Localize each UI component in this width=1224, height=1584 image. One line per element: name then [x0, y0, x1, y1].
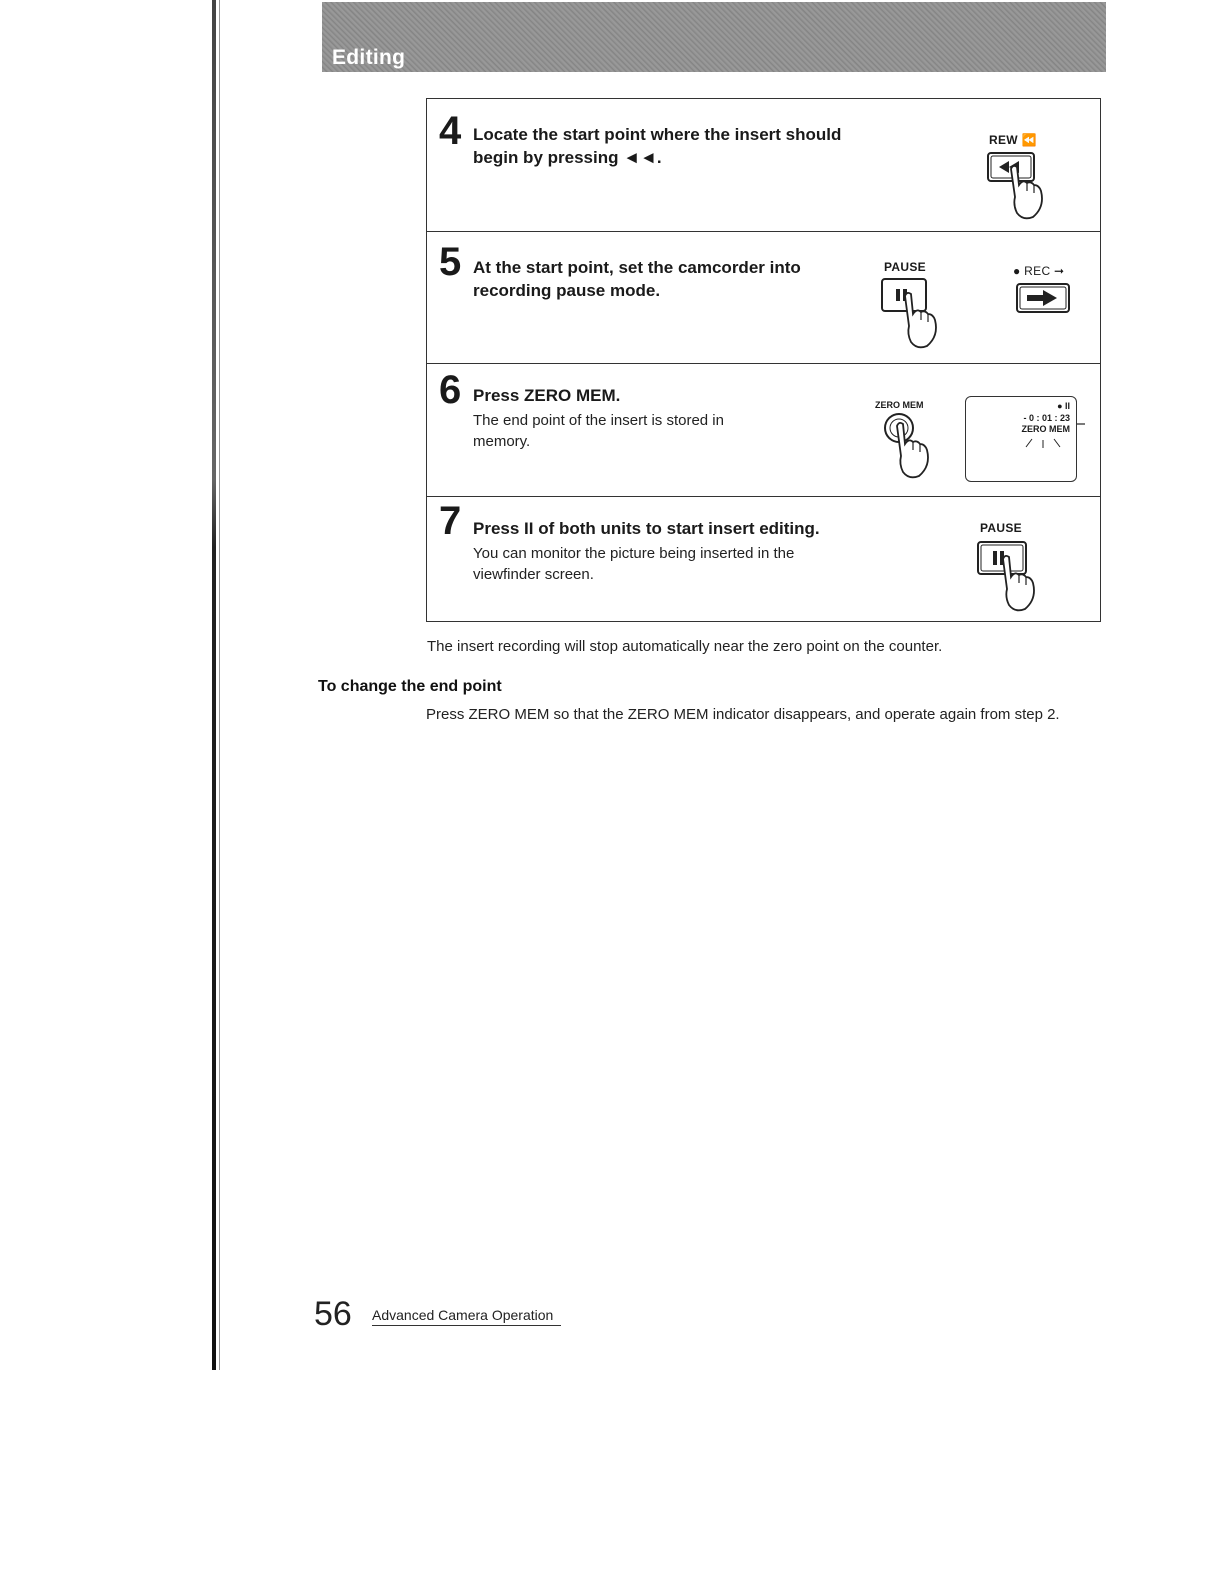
display-indicator: ● II	[1057, 401, 1070, 411]
step-title: Press II of both units to start insert editing.	[473, 519, 820, 538]
section-header-bar	[322, 2, 1106, 72]
step-title: At the start point, set the camcorder into recording pause mode.	[473, 258, 801, 300]
section-body: Press ZERO MEM so that the ZERO MEM indicator disappears, and operate again from step 2.	[426, 706, 1060, 723]
step-number: 7	[439, 499, 462, 543]
page-number: 56	[314, 1295, 352, 1333]
display-mode: ZERO MEM	[1021, 424, 1070, 434]
rewind-button-icon	[985, 149, 1065, 224]
rew-label: REW ⏪	[989, 133, 1037, 147]
section-header-title: Editing	[332, 46, 406, 69]
record-button-icon	[1015, 282, 1075, 316]
step-body: You can monitor the picture being inserted in the viewfinder screen.	[473, 545, 795, 583]
pause-label: PAUSE	[980, 521, 1022, 535]
step-4	[427, 99, 1100, 231]
binding-edge	[212, 0, 216, 1370]
rec-label: ● REC ➞	[1013, 264, 1065, 278]
step-title: Press ZERO MEM.	[473, 386, 621, 405]
pause-button-icon	[879, 276, 959, 356]
footer-section-title: Advanced Camera Operation	[372, 1307, 561, 1326]
pause-button-icon	[975, 539, 1055, 615]
step-5	[427, 232, 1100, 363]
viewfinder-display	[965, 396, 1077, 482]
step-number: 6	[439, 368, 462, 412]
after-steps-note: The insert recording will stop automatically near the zero point on the counter.	[427, 638, 943, 655]
step-number: 5	[439, 240, 462, 284]
step-6	[427, 364, 1100, 496]
zero-mem-button-icon	[879, 412, 959, 484]
section-heading: To change the end point	[318, 678, 502, 695]
step-title: Locate the start point where the insert should begin by pressing ◄◄.	[473, 125, 842, 167]
step-number: 4	[439, 109, 462, 153]
display-counter: - 0 : 01 : 23	[1023, 413, 1070, 423]
pause-label: PAUSE	[884, 260, 926, 274]
zero-mem-label: ZERO MEM	[875, 400, 924, 410]
blink-marks-icon	[1018, 437, 1068, 449]
step-body: The end point of the insert is stored in memory.	[473, 412, 724, 450]
steps-box	[426, 98, 1101, 622]
display-dash-icon	[1075, 422, 1087, 426]
binding-edge-line	[219, 0, 220, 1370]
step-7	[427, 497, 1100, 621]
